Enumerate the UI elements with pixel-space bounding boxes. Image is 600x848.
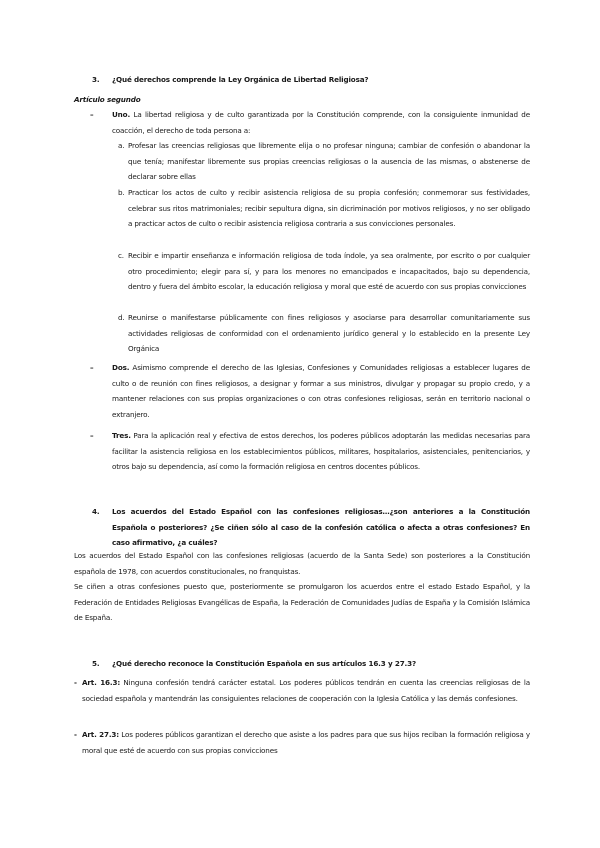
bullet-dash: – <box>90 110 94 119</box>
bullet-dash: – <box>90 363 94 372</box>
list-item-d: Reunirse o manifestarse públicamente con fines religiosos y asociarse para desarrollar comunitariamente sus actividades religiosas de conformidad con el ordenamiento jurídico general y lo establecido en la presente Ley Orgánica <box>128 313 530 354</box>
list-item-a: Profesar las creencias religiosas que libremente elija o no profesar ninguna; cambiar de confesión o abandonar la que tenía; manifestar libremente sus propias creencias religiosas o la ausencia de las mismas, o abstenerse de declarar sobre ellas <box>128 141 530 182</box>
item-letter: b. <box>118 188 125 197</box>
article-heading: Artículo segundo <box>74 95 141 104</box>
bullet-dash: – <box>90 431 94 440</box>
art-27-3-label: Art. 27.3: <box>82 730 120 739</box>
tres-label: Tres. <box>112 431 131 440</box>
tres-text: Para la aplicación real y efectiva de estos derechos, los poderes públicos adoptarán las medidas necesarias para facilitar la asistencia religiosa en los establecimientos públicos, militares, hospitalarios, asistenciales, penitenciarios, y otros bajo su dependencia, así como la formación religiosa en centros docentes públicos. <box>112 431 531 472</box>
q5-number: 5. <box>92 659 100 668</box>
q3-number: 3. <box>92 75 100 84</box>
art-27-3-text: Los poderes públicos garantizan el derecho que asiste a los padres para que sus hijos reciban la formación religiosa y moral que esté de acuerdo con sus propias convicciones <box>82 730 530 755</box>
bullet-dash: - <box>74 730 77 739</box>
list-item-c: Recibir e impartir enseñanza e información religiosa de toda índole, ya sea oralmente, por escrito o por cualquier otro procedimiento; elegir para sí, y para los menores no emancipados e incapacitados, bajo su dependencia, dentro y fuera del ámbito escolar, la educación religiosa y moral que esté de acuerdo con sus propias convicciones <box>128 251 530 292</box>
item-letter: d. <box>118 313 125 322</box>
uno-paragraph <box>112 107 530 138</box>
q4-answer-2: Se ciñen a otras confesiones puesto que, posteriormente se promulgaron los acuerdos entre el estado Estado Español, y la Federación de Entidades Religiosas Evangélicas de España, la Federación de Comunidades Judías de España y la Comisión Islámica de España. <box>74 582 530 623</box>
uno-label: Uno. <box>112 110 131 119</box>
q5-question: ¿Qué derecho reconoce la Constitución Española en sus artículos 16.3 y 27.3? <box>112 659 417 668</box>
item-letter: a. <box>118 141 125 150</box>
uno-text: La libertad religiosa y de culto garantizada por la Constitución comprende, con la consiguiente inmunidad de coacción, el derecho de toda persona a: <box>112 110 530 135</box>
art-27-3-paragraph <box>82 727 530 758</box>
art-16-3-text: Ninguna confesión tendrá carácter estatal. Los poderes públicos tendrán en cuenta las creencias religiosas de la sociedad española y mantendrán las consiguientes relaciones de cooperación con la Iglesia Católica y las demás confesiones. <box>82 678 530 703</box>
q3-question: ¿Qué derechos comprende la Ley Orgánica de Libertad Religiosa? <box>112 75 369 84</box>
art-16-3-label: Art. 16.3: <box>82 678 121 687</box>
dos-label: Dos. <box>112 363 130 372</box>
list-item-b: Practicar los actos de culto y recibir asistencia religiosa de su propia confesión; conmemorar sus festividades, celebrar sus ritos matrimoniales; recibir sepultura digna, sin dicriminación por motivos religiosos, y no ser obligado a practicar actos de culto o recibir asistencia religiosa contraria a sus convicciones personales. <box>128 188 530 229</box>
q4-answer-1: Los acuerdos del Estado Español con las confesiones religiosas (acuerdo de la Santa Sede) son posteriores a la Constitución española de 1978, con acuerdos constitucionales, no franquistas. <box>74 551 530 576</box>
q4-question: Los acuerdos del Estado Español con las confesiones religiosas…¿son anteriores a la Constitución Española o posteriores? ¿Se ciñen sólo al caso de la confesión católica o afecta a otras confesiones? En caso afirmativo, ¿a cuáles? <box>112 507 530 548</box>
tres-paragraph <box>112 428 530 475</box>
art-16-3-paragraph <box>82 675 530 706</box>
item-letter: c. <box>118 251 124 260</box>
q4-number: 4. <box>92 507 100 516</box>
bullet-dash: - <box>74 678 77 687</box>
dos-paragraph <box>112 360 530 422</box>
dos-text: Asimismo comprende el derecho de las Iglesias, Confesiones y Comunidades religiosas a establecer lugares de culto o de reunión con fines religiosos, a designar y formar a sus ministros, divulgar y propagar su propio credo, y a mantener relaciones con sus propias organizaciones o con otras confesiones religiosas, serán en territorio nacional o extranjero. <box>112 363 530 419</box>
